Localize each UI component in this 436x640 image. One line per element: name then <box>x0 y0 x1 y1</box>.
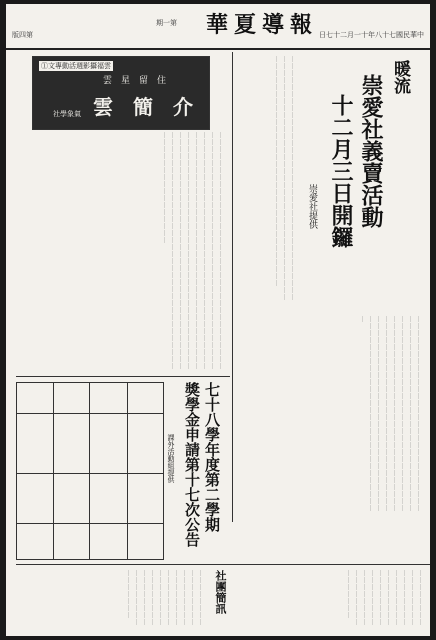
bottom-left-body: ＿＿＿＿＿＿＿＿＿＿＿＿＿＿＿＿＿＿＿＿＿＿＿＿＿＿＿＿＿＿＿＿＿＿＿＿＿＿＿＿＿＿＿＿＿＿＿＿＿＿＿＿＿＿＿＿＿＿＿＿＿＿＿＿＿＿＿＿＿＿＿＿＿＿＿＿＿＿＿ <box>127 570 206 626</box>
column-rule <box>232 52 233 522</box>
feature-byline: 社學象氣 <box>53 110 81 118</box>
feature-photo <box>32 56 210 130</box>
feature-series: ①文專動活週影攝福雲 <box>41 62 111 70</box>
feature-body: ＿＿＿＿＿＿＿＿＿＿＿＿＿＿＿＿＿＿＿＿＿＿＿＿＿＿＿＿＿＿＿＿＿＿＿＿＿＿＿＿＿＿＿＿＿＿＿＿＿＿＿＿＿＿＿＿＿＿＿＿＿＿＿＿＿＿＿＿＿＿＿＿＿＿＿＿＿＿＿＿＿＿＿＿＿＿＿＿＿＿＿＿＿＿＿＿＿＿＿＿＿＿＿＿＿＿＿＿＿＿＿＿＿＿＿＿＿＿＿＿＿＿＿＿＿＿＿＿＿＿＿＿＿＿＿＿＿＿＿＿＿＿＿＿＿＿＿＿＿＿＿＿＿＿＿＿＿＿＿＿＿＿＿＿＿＿＿＿＿＿＿＿＿＿＿＿＿＿＿＿＿＿＿＿＿＿＿＿＿＿＿＿＿＿＿＿＿＿＿＿＿＿＿＿＿＿＿＿＿＿＿＿＿＿＿＿＿＿＿＿＿＿＿＿＿＿＿＿＿＿＿＿＿＿＿＿＿＿＿＿＿＿＿＿＿＿＿＿＿＿＿＿＿＿ <box>163 132 226 370</box>
newspaper-page <box>6 4 430 636</box>
page-number: 版四第 <box>12 31 33 39</box>
issue-number: 期一第 <box>156 19 177 27</box>
article-byline: 崇愛社提供 <box>307 184 317 229</box>
masthead <box>6 4 430 50</box>
publication-date: 日七十二月一十年八十七國民華中 <box>319 31 424 39</box>
feature-title: 雲 簡 介 <box>93 95 193 119</box>
article-headline-2: 十二月三日開鑼 <box>328 94 354 248</box>
club-news-body: ＿＿＿＿＿＿＿＿＿＿＿＿＿＿＿＿＿＿＿＿＿＿＿＿＿＿＿＿＿＿＿＿＿＿＿＿＿＿＿＿＿＿＿＿＿＿＿＿＿＿＿＿＿＿＿＿＿＿＿＿＿＿＿＿＿＿＿＿＿＿＿＿＿＿＿＿＿＿＿ <box>347 570 426 626</box>
bottom-rule <box>16 564 430 565</box>
announcement-line-2: 獎學金申請第十七次公告 <box>183 382 201 547</box>
photo-caption: 雲 星 留 住 <box>103 76 167 86</box>
announcement-line-1: 七十八學年度第二學期 <box>203 382 221 532</box>
scholarship-table <box>16 382 164 560</box>
article-body-column: ＿＿＿＿＿＿＿＿＿＿＿＿＿＿＿＿＿＿＿＿＿＿＿＿＿＿＿＿＿＿＿＿＿＿＿＿＿＿＿＿＿＿＿＿＿＿＿＿＿＿＿＿＿＿＿＿＿＿＿＿＿＿＿＿＿＿＿＿＿＿＿＿＿＿＿＿＿＿＿＿＿＿＿＿＿＿＿＿＿＿＿＿＿＿＿＿＿＿＿＿＿＿＿ <box>275 56 298 301</box>
club-news-title: 社團簡訊 <box>214 570 227 614</box>
section-rule <box>16 376 230 377</box>
article-body-lower: ＿＿＿＿＿＿＿＿＿＿＿＿＿＿＿＿＿＿＿＿＿＿＿＿＿＿＿＿＿＿＿＿＿＿＿＿＿＿＿＿＿＿＿＿＿＿＿＿＿＿＿＿＿＿＿＿＿＿＿＿＿＿＿＿＿＿＿＿＿＿＿＿＿＿＿＿＿＿＿＿＿＿＿＿＿＿＿＿＿＿＿＿＿＿＿＿＿＿＿＿＿＿＿＿＿＿＿＿＿＿＿＿＿＿＿＿＿＿＿＿＿＿＿＿＿＿＿＿＿＿＿＿＿＿＿＿＿＿＿＿＿＿＿＿＿＿＿＿＿＿＿＿＿＿＿＿＿＿＿＿＿＿＿＿＿＿＿＿＿＿＿＿＿＿＿＿＿＿＿＿＿＿＿＿＿＿＿＿＿＿＿＿＿＿＿＿＿ <box>361 316 424 512</box>
newspaper-title: 華夏導報 <box>206 12 319 38</box>
article-kicker: 暖流 <box>390 60 410 94</box>
article-headline-1: 崇愛社義賣活動 <box>358 74 384 228</box>
announcement-byline: 課外活動組提供 <box>167 434 175 483</box>
